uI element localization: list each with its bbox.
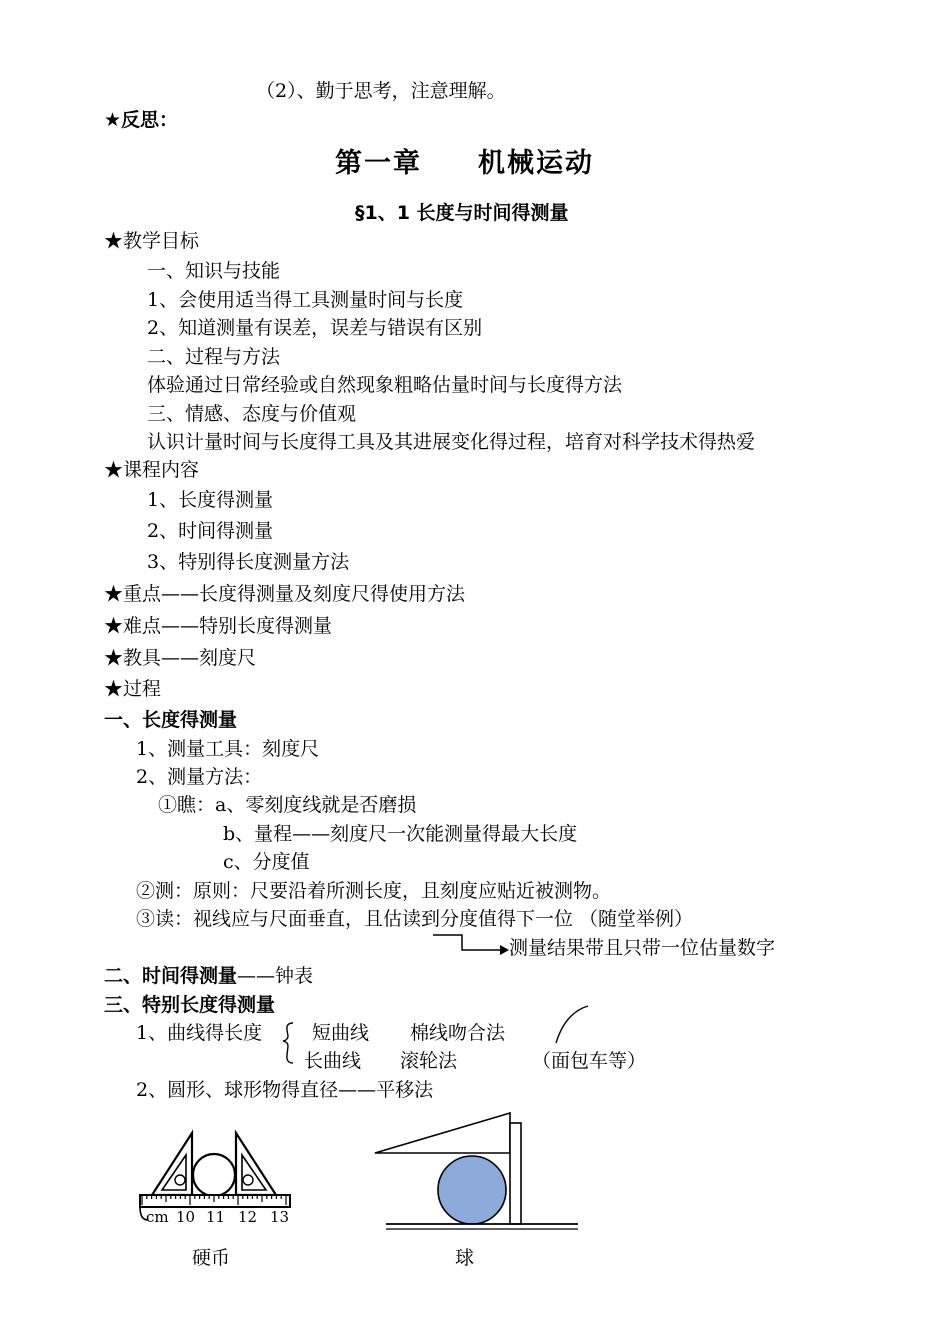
result-note: 测量结果带且只带一位估量数字 [509,937,776,959]
goal-item: 认识计量时间与长度得工具及其进展变化得过程，培育对科学技术得热爱 [147,431,756,453]
diameter-method: 2、圆形、球形物得直径——平移法 [136,1079,434,1101]
look-step-b: b、量程——刻度尺一次能测量得最大长度 [223,823,578,845]
measuring-tool: 1、测量工具：刻度尺 [136,738,320,760]
curve-length-label: 1、曲线得长度 [136,1022,263,1044]
ruler-tick-label: 11 [206,1208,226,1226]
short-curve: 短曲线 [312,1022,370,1044]
ruler-tick-label: 12 [238,1208,258,1226]
goal-item: 一、知识与技能 [147,260,281,282]
ruler-tick-label: 13 [270,1208,290,1226]
coin-caption: 硬币 [192,1247,231,1269]
goal-item: 体验通过日常经验或自然现象粗略估量时间与长度得方法 [147,374,623,396]
goals-heading: ★教学目标 [104,230,200,252]
study-tip-line: （2）、勤于思考，注意理解。 [256,80,506,102]
chapter-number: 第一章 [335,148,422,179]
short-curve-method: 棉线吻合法 [410,1022,506,1044]
content-heading: ★课程内容 [104,459,200,481]
section-title: §1、1 长度与时间得测量 [355,202,569,224]
content-item: 1、长度得测量 [147,489,274,511]
goal-item: 三、情感、态度与价值观 [147,403,357,425]
measuring-method: 2、测量方法： [136,766,263,788]
part1-heading: 一、长度得测量 [104,709,238,731]
content-item: 2、时间得测量 [147,520,274,542]
measure-step: ②测：原则：尺要沿着所测长度，且刻度应贴近被测物。 [136,880,612,902]
reflection-label: ★反思： [104,109,179,131]
ball-caption: 球 [455,1247,475,1269]
part3-heading: 三、特别长度得测量 [104,994,276,1016]
difficult-point: ★难点——特别长度得测量 [104,615,333,637]
goal-item: 二、过程与方法 [147,346,281,368]
look-step-a: ①瞧：a、零刻度线就是否磨损 [158,794,417,816]
part2-heading: 二、时间得测量 [104,965,238,987]
ruler-tick-label: 10 [176,1208,196,1226]
long-curve-note: （面包车等） [532,1050,647,1072]
teaching-tools: ★教具——刻度尺 [104,647,257,669]
content-item: 3、特别得长度测量方法 [147,551,350,573]
ball-shape [438,1156,506,1224]
look-step-c: c、分度值 [223,851,310,873]
chapter-title: 机械运动 [478,148,594,179]
key-point: ★重点——长度得测量及刻度尺得使用方法 [104,583,466,605]
ruler-unit-label: cm [146,1208,169,1226]
long-curve: 长曲线 [304,1050,362,1072]
goal-item: 2、知道测量有误差，误差与错误有区别 [147,317,483,339]
part2-tail: ——钟表 [237,965,314,987]
goal-item: 1、会使用适当得工具测量时间与长度 [147,289,464,311]
process-heading: ★过程 [104,678,162,700]
long-curve-method: 滚轮法 [400,1050,458,1072]
read-step: ③读：视线应与尺面垂直，且估读到分度值得下一位 （随堂举例） [136,908,694,930]
